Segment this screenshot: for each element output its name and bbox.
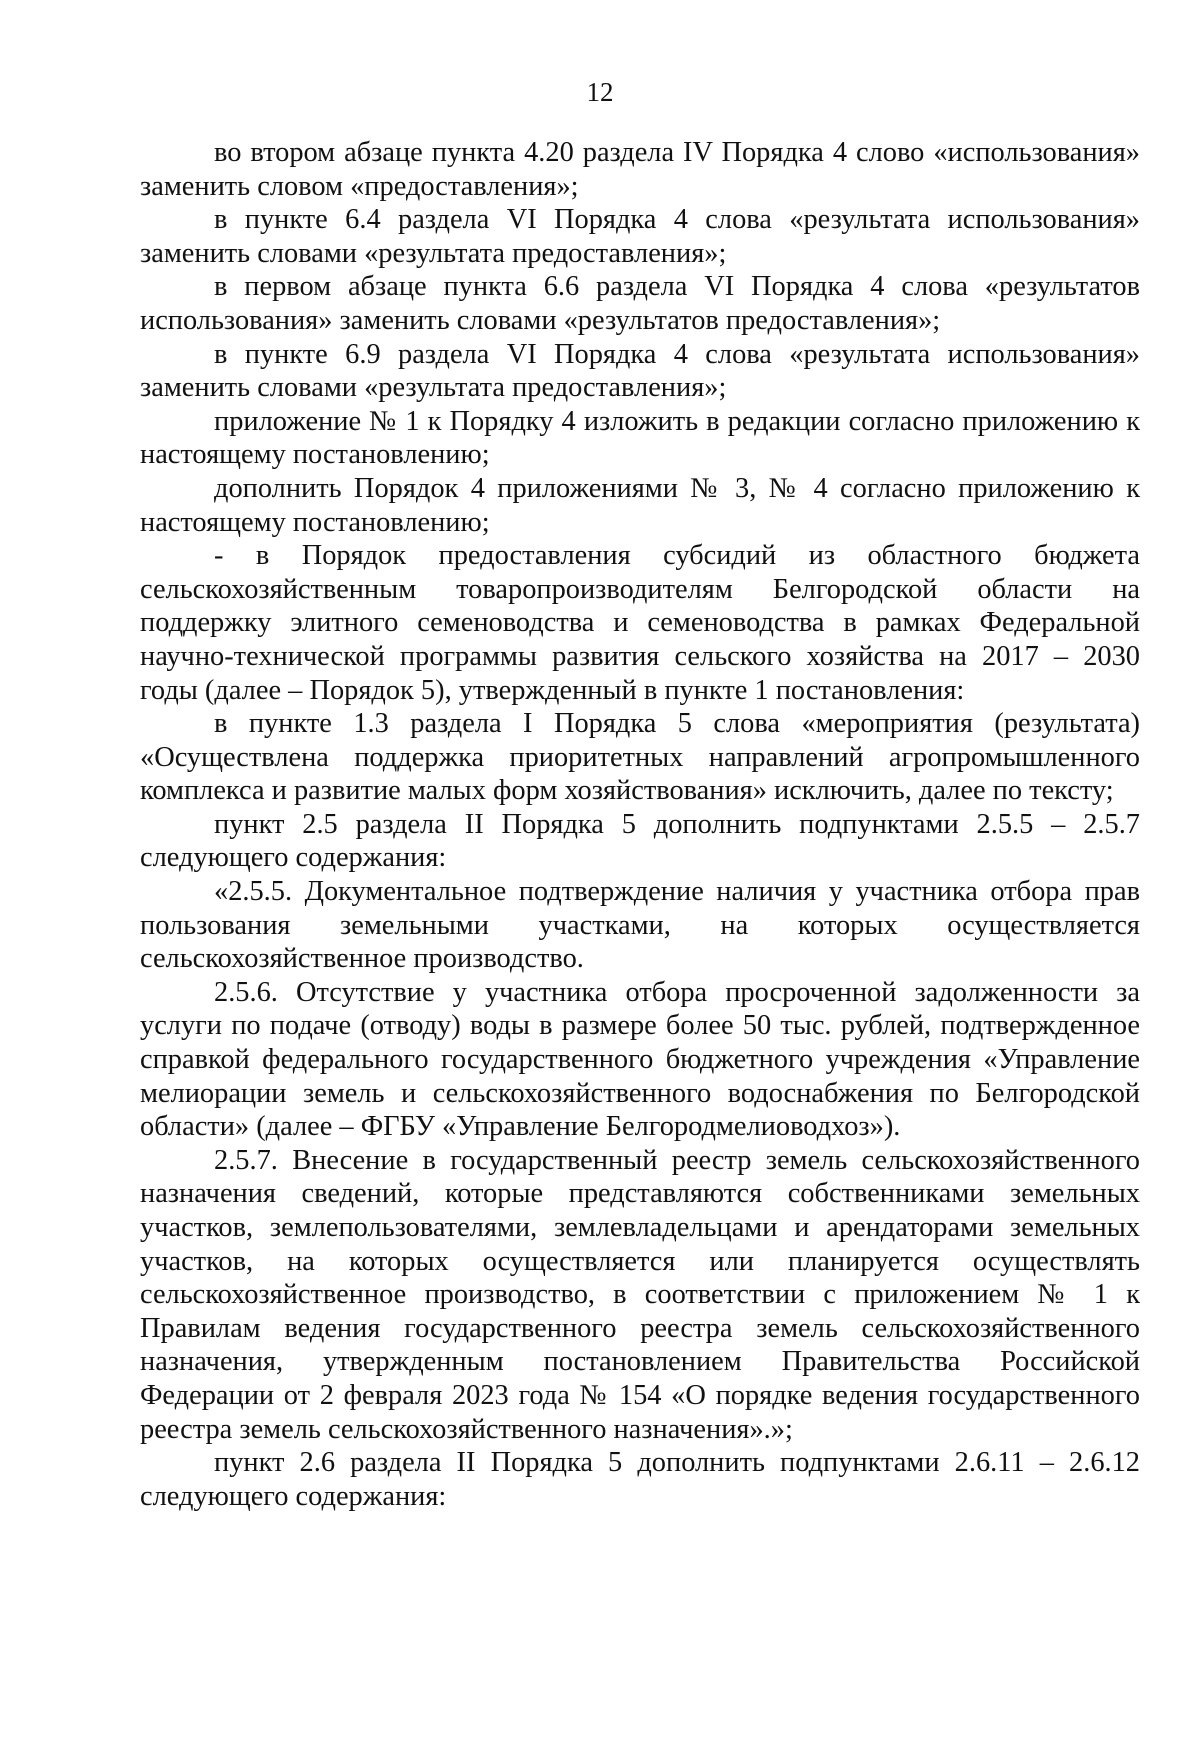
paragraph-item: в первом абзаце пункта 6.6 раздела VI Порядка 4 слова «результатов использования» заменить словами «результатов предоставления»;	[140, 271, 1140, 336]
document-body	[140, 136, 1140, 1513]
paragraph-item: пункт 2.5 раздела II Порядка 5 дополнить подпунктами 2.5.5 – 2.5.7 следующего содержания:	[140, 808, 1140, 874]
paragraph-item: - в Порядок предоставления субсидий из областного бюджета сельскохозяйственным товаропроизводителям Белгородской области на поддержку элитного семеноводства и семеноводства в рамках Федеральной научно-технической программы развития сельского хозяйства на 2017 – 2030 годы (далее – Порядок 5), утвержденный в пункте 1 постановления:	[140, 540, 1140, 706]
paragraph-item: 2.5.7. Внесение в государственный реестр земель сельскохозяйственного назначения сведений, которые представляются собственниками земельных участков, землепользователями, землевладельцами и арендаторами земельных участков, на которых осуществляется или планируется осуществлять сельскохозяйственное производство, в соответствии с приложением № 1 к Правилам ведения государственного реестра земель сельскохозяйственного назначения, утвержденным постановлением Правительства Российской Федерации от 2 февраля 2023 года № 154 «О порядке ведения государственного реестра земель сельскохозяйственного назначения».»;	[140, 1144, 1140, 1445]
paragraph-item: 2.5.6. Отсутствие у участника отбора просроченной задолженности за услуги по подаче (отводу) воды в размере более 50 тыс. рублей, подтвержденное справкой федерального государственного бюджетного учреждения «Управление мелиорации земель и сельскохозяйственного водоснабжения по Белгородской области» (далее – ФГБУ «Управление Белгородмелиоводхоз»).	[140, 976, 1140, 1143]
paragraph-item: в пункте 6.4 раздела VI Порядка 4 слова «результата использования» заменить словами «результата предоставления»;	[140, 204, 1140, 269]
paragraph-item: в пункте 1.3 раздела I Порядка 5 слова «мероприятия (результата) «Осуществлена поддержка приоритетных направлений агропромышленного комплекса и развитие малых форм хозяйствования» исключить, далее по тексту;	[140, 708, 1140, 807]
paragraph-item: дополнить Порядок 4 приложениями № 3, № 4 согласно приложению к настоящему постановлению;	[140, 472, 1140, 538]
page-number: 12	[586, 77, 614, 107]
paragraph-item: «2.5.5. Документальное подтверждение наличия у участника отбора прав пользования земельными участками, на которых осуществляется сельскохозяйственное производство.	[140, 876, 1140, 975]
paragraph-item: в пункте 6.9 раздела VI Порядка 4 слова «результата использования» заменить словами «результата предоставления»;	[140, 338, 1140, 404]
paragraph-item: приложение № 1 к Порядку 4 изложить в редакции согласно приложению к настоящему постановлению;	[140, 405, 1140, 471]
paragraph-item: во втором абзаце пункта 4.20 раздела IV Порядка 4 слово «использования» заменить словом «предоставления»;	[140, 137, 1140, 202]
paragraph-item: пункт 2.6 раздела II Порядка 5 дополнить подпунктами 2.6.11 – 2.6.12 следующего содержания:	[140, 1447, 1140, 1512]
